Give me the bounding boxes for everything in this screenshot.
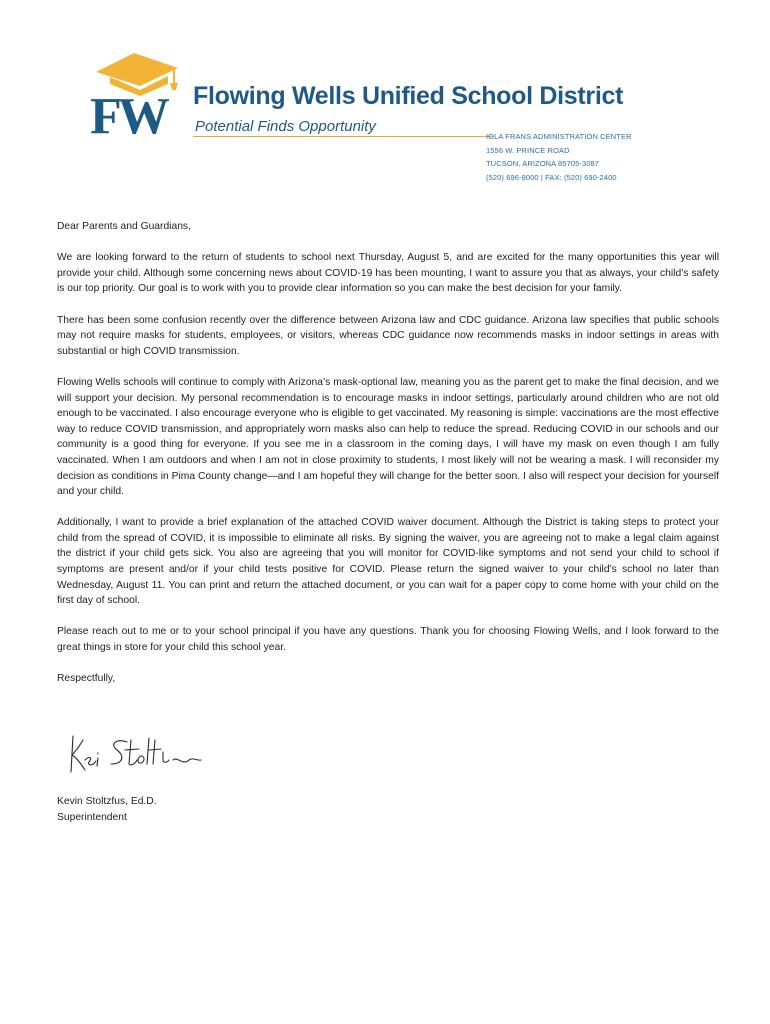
- paragraph: Please reach out to me or to your school principal if you have any questions. Thank you for choosing Flowing Wells, and I look forward to the great things in store for your child this school year.: [57, 626, 719, 654]
- paragraph: Flowing Wells schools will continue to comply with Arizona’s mask-optional law, meaning you as the parent get to make the final decision, and we will support your decision. My personal recommendation is to encourage masks in indoor settings, particularly around children who are not old enough to be vaccinated. I also encourage everyone who is eligible to get vaccinated. My reasoning is simple: vaccinations are the most effective way to reduce COVID transmission, and appropriately worn masks also can help to reduce the spread. Reducing COVID in our schools and our community is a good thing for everyone. If you see me in a classroom in the coming days, I will have my mask on even though I am fully vaccinated. When I am outdoors and when I am not in close proximity to students, I most likely will not be wearing a mask. I will reconsider my decision as conditions in Pima County change—and I am hopeful they will change for the better soon. I also will respect your decision for yourself and your child.: [57, 376, 719, 498]
- district-name: Flowing Wells Unified School District: [193, 82, 624, 110]
- handwritten-signature: [65, 730, 205, 778]
- district-logo: [88, 50, 188, 136]
- logo-monogram: FW: [90, 88, 166, 136]
- closing: Respectfully,: [57, 673, 116, 685]
- tagline-divider: [193, 136, 493, 137]
- signer-title: Superintendent: [57, 811, 127, 823]
- address-line: 1556 W. PRINCE ROAD: [486, 145, 570, 155]
- address-line: IOLA FRANS ADMINISTRATION CENTER: [486, 132, 632, 141]
- salutation: Dear Parents and Guardians,: [57, 221, 191, 232]
- address-block: [486, 130, 632, 184]
- signer-name: Kevin Stoltzfus, Ed.D.: [57, 796, 157, 807]
- signer-block: [57, 794, 157, 825]
- district-tagline: Potential Finds Opportunity: [195, 118, 376, 135]
- paragraph: We are looking forward to the return of students to school next Thursday, August 5, and are excited for the many opportunities this year will provide your child. Although some concerning news about COVID-19 has been mounting, I want to assure you that as always, your child’s safety is our top priority. Our goal is to work with you to provide clear information so you can make the best decision for your family.: [57, 252, 719, 295]
- paragraph: There has been some confusion recently over the difference between Arizona law and CDC guidance. Arizona law specifies that public schools may not require masks for students, employees, or visitors, whereas CDC guidance now recommends masks in indoor settings in areas with substantial or high COVID transmission.: [57, 314, 719, 357]
- address-phone: (520) 696-8000 | FAX: (520) 690-2400: [486, 172, 617, 182]
- letter-body: [57, 219, 719, 702]
- paragraph: Additionally, I want to provide a brief explanation of the attached COVID waiver document. Although the District is taking steps to protect your child from the spread of COVID, it is impossible to eliminate all risks. By signing the waiver, you are agreeing not to make a legal claim against the district if your child gets sick. You also are agreeing that you will monitor for COVID-like symptoms and not send your child to school if symptoms are present and/or if your child tests positive for COVID. Please return the signed waiver to your child’s school no later than Wednesday, August 11. You can print and return the attached document, or you can wait for a paper copy to come home with your child on the first day of school.: [57, 517, 719, 607]
- address-line: TUCSON, ARIZONA 85705-3087: [486, 159, 600, 168]
